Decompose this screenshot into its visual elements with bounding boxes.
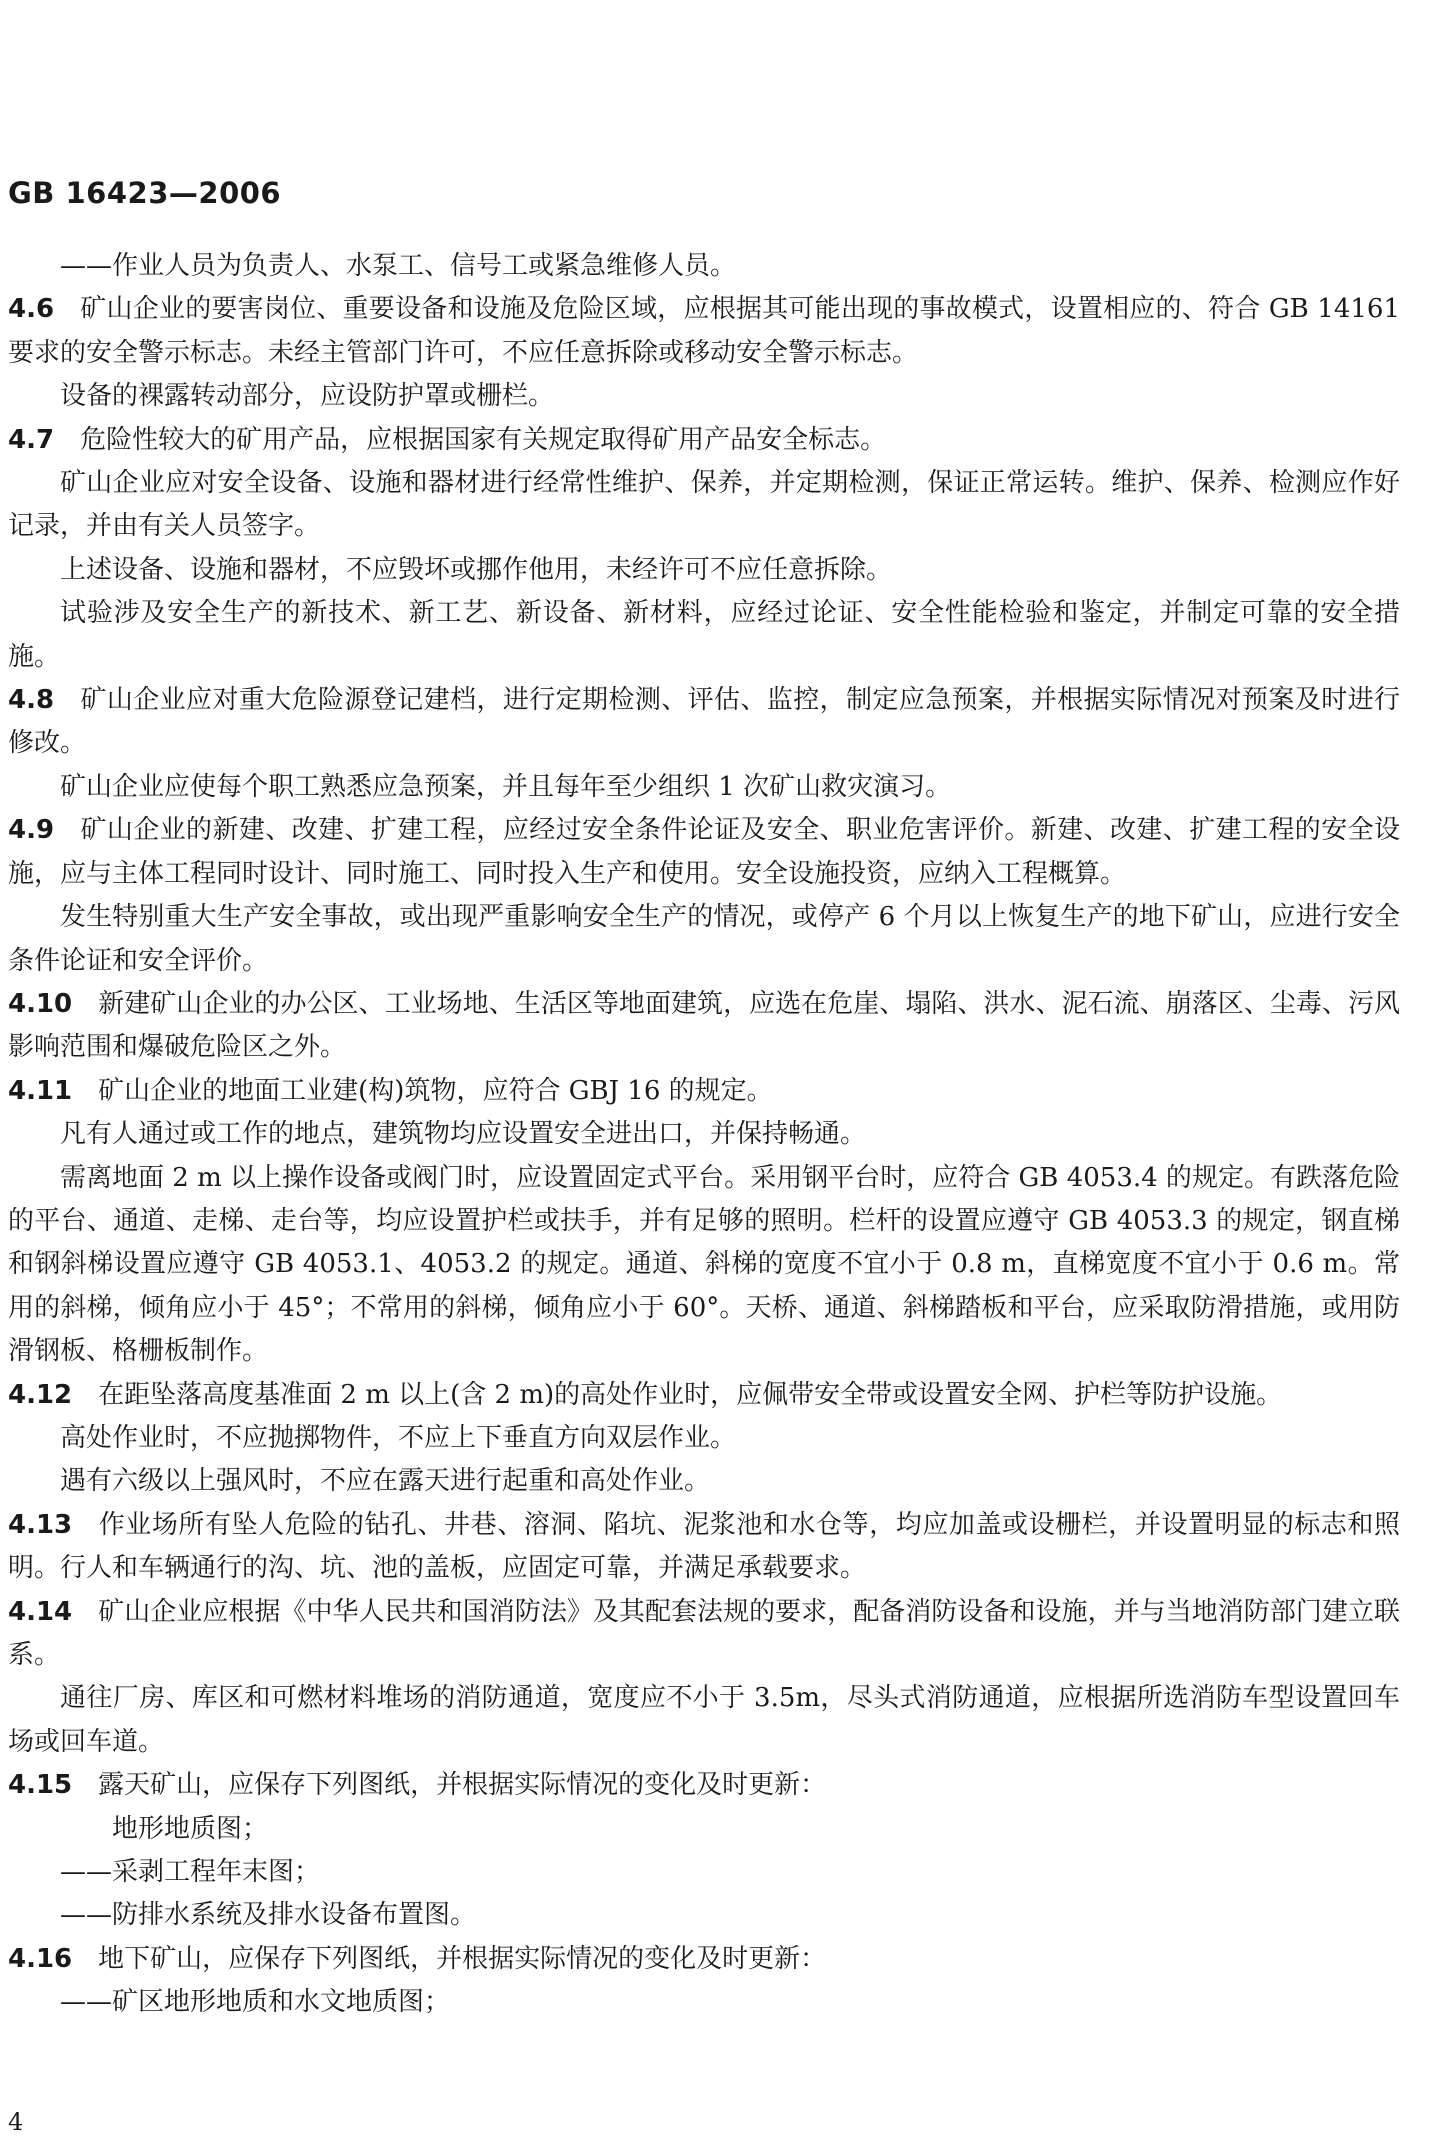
clause-text: 在距坠落高度基准面 2 m 以上(含 2 m)的高处作业时，应佩带安全带或设置安全网、护栏等防护设施。 bbox=[98, 1379, 1283, 1410]
clause-number: 4.15 bbox=[8, 1770, 73, 1801]
clause-number: 4.14 bbox=[8, 1596, 73, 1627]
clause-text: 露天矿山，应保存下列图纸，并根据实际情况的变化及时更新： bbox=[98, 1770, 827, 1801]
clause-4-15 bbox=[8, 1764, 1400, 1807]
paragraph: 上述设备、设施和器材，不应毁坏或挪作他用，未经许可不应任意拆除。 bbox=[60, 554, 893, 585]
paragraph: 通往厂房、库区和可燃材料堆场的消防通道，宽度应不小于 3.5m，尽头式消防通道，应根据所选消防车型设置回车场或回车道。 bbox=[8, 1683, 1400, 1757]
clause-text: 矿山企业应对重大危险源登记建档，进行定期检测、评估、监控，制定应急预案，并根据实际情况对预案及时进行修改。 bbox=[8, 685, 1400, 759]
clause-number: 4.8 bbox=[8, 685, 55, 716]
clause-4-11 bbox=[8, 1070, 1400, 1113]
paragraph: ——作业人员为负责人、水泵工、信号工或紧急维修人员。 bbox=[60, 251, 737, 281]
list-item: ——矿区地形地质和水文地质图； bbox=[60, 1987, 451, 2018]
clause-4-13 bbox=[8, 1504, 1400, 1591]
clause-number: 4.7 bbox=[8, 424, 55, 455]
clause-4-6 bbox=[8, 288, 1400, 375]
paragraph: 矿山企业应对安全设备、设施和器材进行经常性维护、保养，并定期检测，保证正常运转。维护、保养、检测应作好记录，并由有关人员签字。 bbox=[8, 468, 1400, 542]
clause-4-7 bbox=[8, 419, 1400, 462]
clause-text: 作业场所有坠人危险的钻孔、井巷、溶洞、陷坑、泥浆池和水仓等，均应加盖或设栅栏，并设置明显的标志和照明。行人和车辆通行的沟、坑、池的盖板，应固定可靠，并满足承载要求。 bbox=[8, 1509, 1400, 1584]
list-item: ——防排水系统及排水设备布置图。 bbox=[60, 1900, 477, 1931]
clause-4-14 bbox=[8, 1591, 1400, 1678]
clause-text: 矿山企业应根据《中华人民共和国消防法》及其配套法规的要求，配备消防设备和设施，并与当地消防部门建立联系。 bbox=[8, 1596, 1400, 1670]
clause-text: 新建矿山企业的办公区、工业场地、生活区等地面建筑，应选在危崖、塌陷、洪水、泥石流、崩落区、尘毒、污风影响范围和爆破危险区之外。 bbox=[8, 988, 1400, 1063]
paragraph: 矿山企业应使每个职工熟悉应急预案，并且每年至少组织 1 次矿山救灾演习。 bbox=[60, 771, 952, 802]
clause-number: 4.13 bbox=[8, 1509, 73, 1540]
page-number: 4 bbox=[8, 2108, 24, 2136]
paragraph: 凡有人通过或工作的地点，建筑物均应设置安全进出口，并保持畅通。 bbox=[60, 1119, 867, 1150]
clause-4-10 bbox=[8, 983, 1400, 1070]
clause-text: 矿山企业的要害岗位、重要设备和设施及危险区域，应根据其可能出现的事故模式，设置相应的、符合 GB 14161 要求的安全警示标志。未经主管部门许可，不应任意拆除或移动安全警示标志。 bbox=[8, 294, 1400, 368]
clause-number: 4.6 bbox=[8, 294, 55, 325]
clause-4-12 bbox=[8, 1374, 1400, 1417]
clause-number: 4.9 bbox=[8, 815, 55, 846]
clause-4-8 bbox=[8, 679, 1400, 766]
standard-number: GB 16423—2006 bbox=[8, 176, 282, 210]
clause-4-16 bbox=[8, 1938, 1400, 1981]
paragraph: 遇有六级以上强风时，不应在露天进行起重和高处作业。 bbox=[60, 1466, 711, 1497]
clause-text: 危险性较大的矿用产品，应根据国家有关规定取得矿用产品安全标志。 bbox=[80, 424, 887, 455]
document-body bbox=[8, 245, 1400, 2025]
clause-text: 地下矿山，应保存下列图纸，并根据实际情况的变化及时更新： bbox=[98, 1943, 827, 1974]
clause-text: 矿山企业的地面工业建(构)筑物，应符合 GBJ 16 的规定。 bbox=[98, 1075, 773, 1106]
paragraph: 高处作业时，不应抛掷物件，不应上下垂直方向双层作业。 bbox=[60, 1422, 737, 1453]
paragraph: 需离地面 2 m 以上操作设备或阀门时，应设置固定式平台。采用钢平台时，应符合 GB 4053.4 的规定。有跌落危险的平台、通道、走梯、走台等，均应设置护栏或扶手，并有足够的照明。栏杆的设置应遵守 GB 4053.3 的规定，钢直梯和钢斜梯设置应遵守 GB 4053.1、4053.2 的规定。通道、斜梯的宽度不宜小于 0.8 m，直梯宽度不宜小于 0.6 m。常用的斜梯，倾角应小于 45°；不常用的斜梯，倾角应小于 60°。天桥、通道、斜梯踏板和平台，应采取防滑措施，或用防滑钢板、格栅板制作。 bbox=[8, 1162, 1400, 1367]
paragraph: 设备的裸露转动部分，应设防护罩或栅栏。 bbox=[60, 381, 555, 412]
clause-number: 4.10 bbox=[8, 988, 73, 1019]
paragraph: 试验涉及安全生产的新技术、新工艺、新设备、新材料，应经过论证、安全性能检验和鉴定，并制定可靠的安全措施。 bbox=[8, 598, 1400, 672]
list-item: ——采剥工程年末图； bbox=[60, 1857, 321, 1888]
clause-text: 矿山企业的新建、改建、扩建工程，应经过安全条件论证及安全、职业危害评价。新建、改建、扩建工程的安全设施，应与主体工程同时设计、同时施工、同时投入生产和使用。安全设施投资，应纳入工程概算。 bbox=[8, 815, 1400, 889]
clause-4-9 bbox=[8, 809, 1400, 896]
clause-number: 4.12 bbox=[8, 1379, 73, 1410]
clause-number: 4.16 bbox=[8, 1943, 73, 1974]
list-item: 地形地质图； bbox=[112, 1813, 269, 1844]
clause-number: 4.11 bbox=[8, 1075, 73, 1106]
paragraph: 发生特别重大生产安全事故，或出现严重影响安全生产的情况，或停产 6 个月以上恢复生产的地下矿山，应进行安全条件论证和安全评价。 bbox=[8, 902, 1400, 976]
